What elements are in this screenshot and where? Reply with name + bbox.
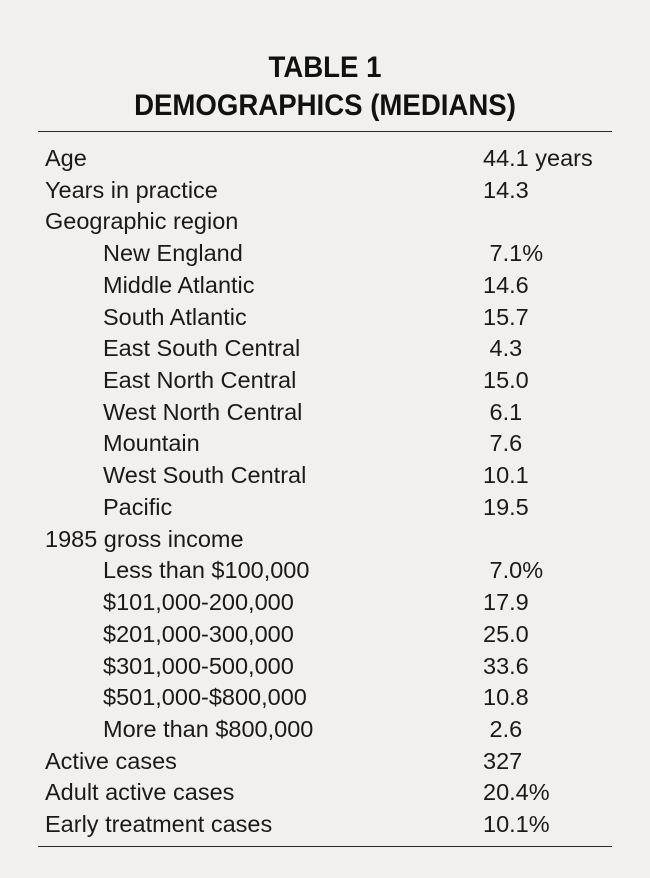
- row-value: 25.0: [483, 620, 529, 647]
- row-value: 19.5: [483, 493, 529, 520]
- row-value: 7.1%: [483, 240, 544, 267]
- row-label: Middle Atlantic: [103, 271, 255, 298]
- row-value: 7.6: [483, 430, 523, 457]
- row-value: 10.1%: [483, 811, 550, 838]
- table-row: [0, 206, 650, 238]
- table-row: [0, 524, 650, 556]
- row-label: More than $800,000: [103, 715, 314, 742]
- table-row: [0, 143, 650, 175]
- row-label: Pacific: [103, 493, 173, 520]
- table-subtitle: DEMOGRAPHICS (MEDIANS): [134, 89, 516, 122]
- row-value: 2.6: [483, 715, 523, 742]
- row-value: 10.1: [483, 462, 529, 489]
- table-row: [0, 397, 650, 429]
- row-label: Years in practice: [45, 176, 218, 203]
- table-body: [0, 143, 650, 841]
- row-value: 6.1: [483, 398, 523, 425]
- row-label: $301,000-500,000: [103, 652, 294, 679]
- row-value: 33.6: [483, 652, 529, 679]
- row-label: Adult active cases: [45, 779, 235, 806]
- bottom-rule: [38, 846, 612, 847]
- row-label: New England: [103, 240, 243, 267]
- row-value: 14.3: [483, 176, 529, 203]
- row-label: $101,000-200,000: [103, 589, 294, 616]
- row-value: 7.0%: [483, 557, 544, 584]
- table-row: [0, 682, 650, 714]
- row-label: Early treatment cases: [45, 811, 273, 838]
- row-label: Mountain: [103, 430, 200, 457]
- row-label: $201,000-300,000: [103, 620, 294, 647]
- row-label: $501,000-$800,000: [103, 684, 307, 711]
- row-value: 44.1 years: [483, 145, 593, 171]
- row-value: 15.7: [483, 303, 529, 330]
- table-row: [0, 460, 650, 492]
- row-label: Age: [45, 145, 87, 171]
- table-title: TABLE 1: [268, 51, 382, 84]
- table-row: [0, 175, 650, 207]
- table-row: [0, 492, 650, 524]
- row-label: Less than $100,000: [103, 557, 310, 584]
- row-label: 1985 gross income: [45, 525, 244, 552]
- table-row: [0, 238, 650, 270]
- top-rule: [38, 131, 612, 132]
- row-value: 4.3: [483, 335, 523, 362]
- table-row: [0, 619, 650, 651]
- table-row: [0, 651, 650, 683]
- row-value: 20.4%: [483, 779, 550, 806]
- row-label: West North Central: [103, 398, 303, 425]
- table-row: [0, 333, 650, 365]
- row-value: 15.0: [483, 367, 529, 394]
- table-row: [0, 428, 650, 460]
- row-label: West South Central: [103, 462, 307, 489]
- table-row: [0, 777, 650, 809]
- table-row: [0, 365, 650, 397]
- table-row: [0, 302, 650, 334]
- row-label: East South Central: [103, 335, 301, 362]
- table-row: [0, 555, 650, 587]
- row-value: 17.9: [483, 589, 529, 616]
- table-row: [0, 587, 650, 619]
- row-label: South Atlantic: [103, 303, 247, 330]
- row-value: 327: [483, 747, 523, 774]
- table-row: [0, 746, 650, 778]
- row-value: 14.6: [483, 271, 529, 298]
- row-label: Active cases: [45, 747, 177, 774]
- row-value: 10.8: [483, 684, 529, 711]
- table-row: [0, 270, 650, 302]
- table-row: [0, 714, 650, 746]
- table-row: [0, 809, 650, 841]
- row-label: Geographic region: [45, 208, 239, 235]
- row-label: East North Central: [103, 367, 297, 394]
